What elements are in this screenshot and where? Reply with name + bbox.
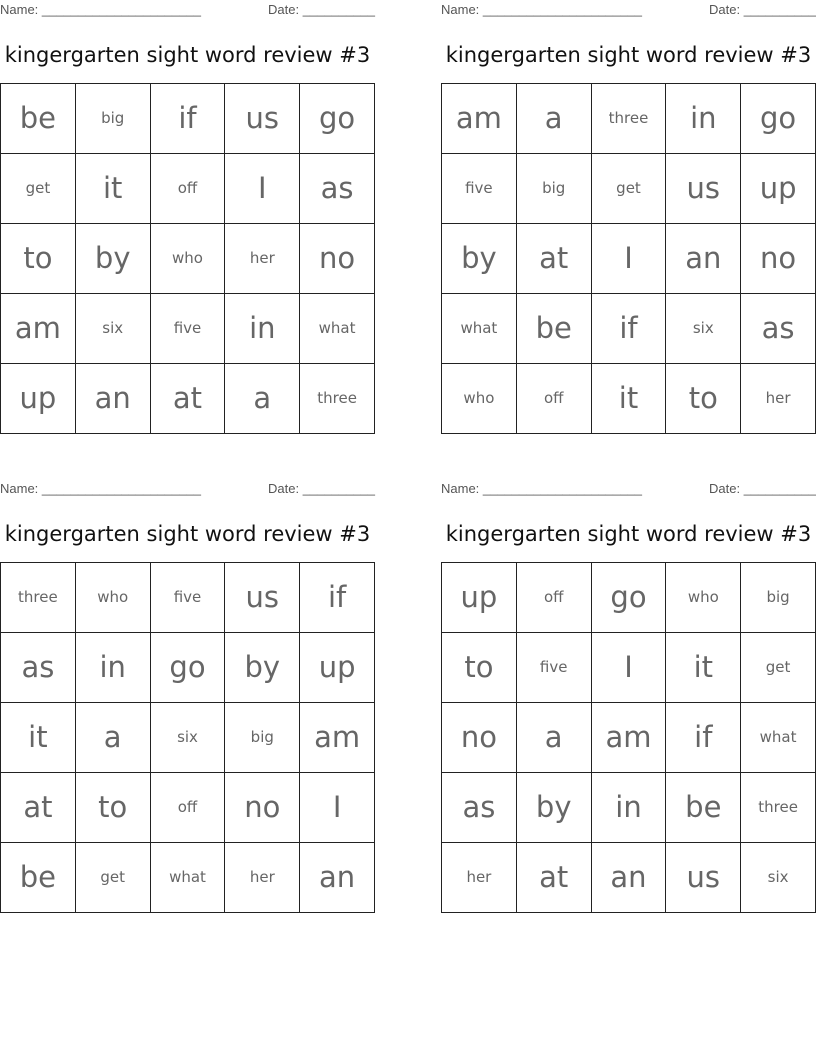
word-cell[interactable]: as <box>442 773 517 843</box>
word-cell[interactable]: an <box>666 224 741 294</box>
word-cell[interactable]: a <box>225 364 300 434</box>
word-cell[interactable]: her <box>225 843 300 913</box>
word-cell[interactable]: five <box>517 633 592 703</box>
word-cell[interactable]: five <box>151 563 226 633</box>
word-cell[interactable]: in <box>592 773 667 843</box>
word-cell[interactable]: off <box>151 154 226 224</box>
word-grid <box>0 83 375 434</box>
word-cell[interactable]: I <box>592 633 667 703</box>
word-cell[interactable]: six <box>666 294 741 364</box>
word-cell[interactable]: what <box>300 294 375 364</box>
date-field[interactable]: Date: __________ <box>268 2 375 17</box>
word-cell[interactable]: us <box>666 843 741 913</box>
word-cell[interactable]: what <box>151 843 226 913</box>
word-cell[interactable]: to <box>1 224 76 294</box>
word-cell[interactable]: at <box>1 773 76 843</box>
word-cell[interactable]: to <box>76 773 151 843</box>
word-cell[interactable]: five <box>151 294 226 364</box>
word-cell[interactable]: be <box>1 84 76 154</box>
word-cell[interactable]: to <box>666 364 741 434</box>
word-cell[interactable]: as <box>741 294 816 364</box>
word-cell[interactable]: three <box>592 84 667 154</box>
date-field[interactable]: Date: __________ <box>709 481 816 496</box>
bingo-card-1 <box>0 0 375 434</box>
name-field[interactable]: Name: ______________________ <box>0 2 201 17</box>
bingo-card-4 <box>441 479 816 913</box>
word-cell[interactable]: six <box>76 294 151 364</box>
name-date-header <box>441 2 816 20</box>
word-cell[interactable]: us <box>666 154 741 224</box>
word-cell[interactable]: three <box>300 364 375 434</box>
bingo-card-2 <box>441 0 816 434</box>
word-cell[interactable]: as <box>1 633 76 703</box>
word-cell[interactable]: no <box>741 224 816 294</box>
word-cell[interactable]: be <box>1 843 76 913</box>
word-cell[interactable]: it <box>592 364 667 434</box>
word-cell[interactable]: I <box>225 154 300 224</box>
word-cell[interactable]: six <box>741 843 816 913</box>
word-cell[interactable]: go <box>300 84 375 154</box>
word-cell[interactable]: up <box>741 154 816 224</box>
word-cell[interactable]: by <box>76 224 151 294</box>
word-cell[interactable]: I <box>592 224 667 294</box>
word-cell[interactable]: who <box>76 563 151 633</box>
word-cell[interactable]: big <box>741 563 816 633</box>
name-date-header <box>0 2 375 20</box>
word-cell[interactable]: up <box>442 563 517 633</box>
word-cell[interactable]: three <box>1 563 76 633</box>
word-cell[interactable]: it <box>1 703 76 773</box>
word-cell[interactable]: who <box>442 364 517 434</box>
word-cell[interactable]: her <box>741 364 816 434</box>
word-cell[interactable]: go <box>151 633 226 703</box>
word-cell[interactable]: no <box>225 773 300 843</box>
word-cell[interactable]: her <box>225 224 300 294</box>
word-cell[interactable]: what <box>741 703 816 773</box>
word-cell[interactable]: big <box>517 154 592 224</box>
word-cell[interactable]: in <box>225 294 300 364</box>
word-cell[interactable]: am <box>300 703 375 773</box>
word-cell[interactable]: six <box>151 703 226 773</box>
card-title: kingergarten sight word review #3 <box>4 522 371 546</box>
date-field[interactable]: Date: __________ <box>709 2 816 17</box>
word-cell[interactable]: get <box>1 154 76 224</box>
word-cell[interactable]: who <box>666 563 741 633</box>
word-cell[interactable]: who <box>151 224 226 294</box>
word-cell[interactable]: be <box>517 294 592 364</box>
name-field[interactable]: Name: ______________________ <box>441 481 642 496</box>
date-field[interactable]: Date: __________ <box>268 481 375 496</box>
word-cell[interactable]: off <box>517 563 592 633</box>
name-field[interactable]: Name: ______________________ <box>441 2 642 17</box>
word-cell[interactable]: up <box>300 633 375 703</box>
word-cell[interactable]: am <box>592 703 667 773</box>
word-cell[interactable]: no <box>300 224 375 294</box>
word-cell[interactable]: a <box>517 84 592 154</box>
card-title: kingergarten sight word review #3 <box>445 522 812 546</box>
word-cell[interactable]: go <box>741 84 816 154</box>
word-cell[interactable]: it <box>666 633 741 703</box>
word-cell[interactable]: if <box>300 563 375 633</box>
word-cell[interactable]: at <box>517 843 592 913</box>
word-cell[interactable]: her <box>442 843 517 913</box>
word-cell[interactable]: an <box>592 843 667 913</box>
word-cell[interactable]: by <box>442 224 517 294</box>
card-title: kingergarten sight word review #3 <box>445 43 812 67</box>
name-date-header <box>441 481 816 499</box>
word-cell[interactable]: in <box>666 84 741 154</box>
word-cell[interactable]: if <box>151 84 226 154</box>
word-cell[interactable]: be <box>666 773 741 843</box>
word-cell[interactable]: it <box>76 154 151 224</box>
name-field[interactable]: Name: ______________________ <box>0 481 201 496</box>
word-grid <box>441 562 816 913</box>
word-cell[interactable]: up <box>1 364 76 434</box>
name-date-header <box>0 481 375 499</box>
bingo-card-3 <box>0 479 375 913</box>
word-cell[interactable]: a <box>517 703 592 773</box>
word-cell[interactable]: five <box>442 154 517 224</box>
word-cell[interactable]: in <box>76 633 151 703</box>
word-cell[interactable]: what <box>442 294 517 364</box>
word-cell[interactable]: an <box>300 843 375 913</box>
word-cell[interactable]: us <box>225 84 300 154</box>
word-cell[interactable]: three <box>741 773 816 843</box>
word-cell[interactable]: as <box>300 154 375 224</box>
word-cell[interactable]: at <box>151 364 226 434</box>
word-cell[interactable]: off <box>151 773 226 843</box>
word-cell[interactable]: no <box>442 703 517 773</box>
word-cell[interactable]: by <box>517 773 592 843</box>
word-cell[interactable]: if <box>592 294 667 364</box>
word-cell[interactable]: if <box>666 703 741 773</box>
word-cell[interactable]: us <box>225 563 300 633</box>
word-cell[interactable]: get <box>741 633 816 703</box>
word-cell[interactable]: off <box>517 364 592 434</box>
word-cell[interactable]: I <box>300 773 375 843</box>
word-cell[interactable]: a <box>76 703 151 773</box>
word-cell[interactable]: to <box>442 633 517 703</box>
word-cell[interactable]: get <box>592 154 667 224</box>
card-title: kingergarten sight word review #3 <box>4 43 371 67</box>
word-cell[interactable]: am <box>1 294 76 364</box>
word-cell[interactable]: big <box>76 84 151 154</box>
word-grid <box>0 562 375 913</box>
word-cell[interactable]: at <box>517 224 592 294</box>
word-cell[interactable]: by <box>225 633 300 703</box>
word-cell[interactable]: go <box>592 563 667 633</box>
word-cell[interactable]: am <box>442 84 517 154</box>
word-grid <box>441 83 816 434</box>
word-cell[interactable]: big <box>225 703 300 773</box>
word-cell[interactable]: get <box>76 843 151 913</box>
word-cell[interactable]: an <box>76 364 151 434</box>
